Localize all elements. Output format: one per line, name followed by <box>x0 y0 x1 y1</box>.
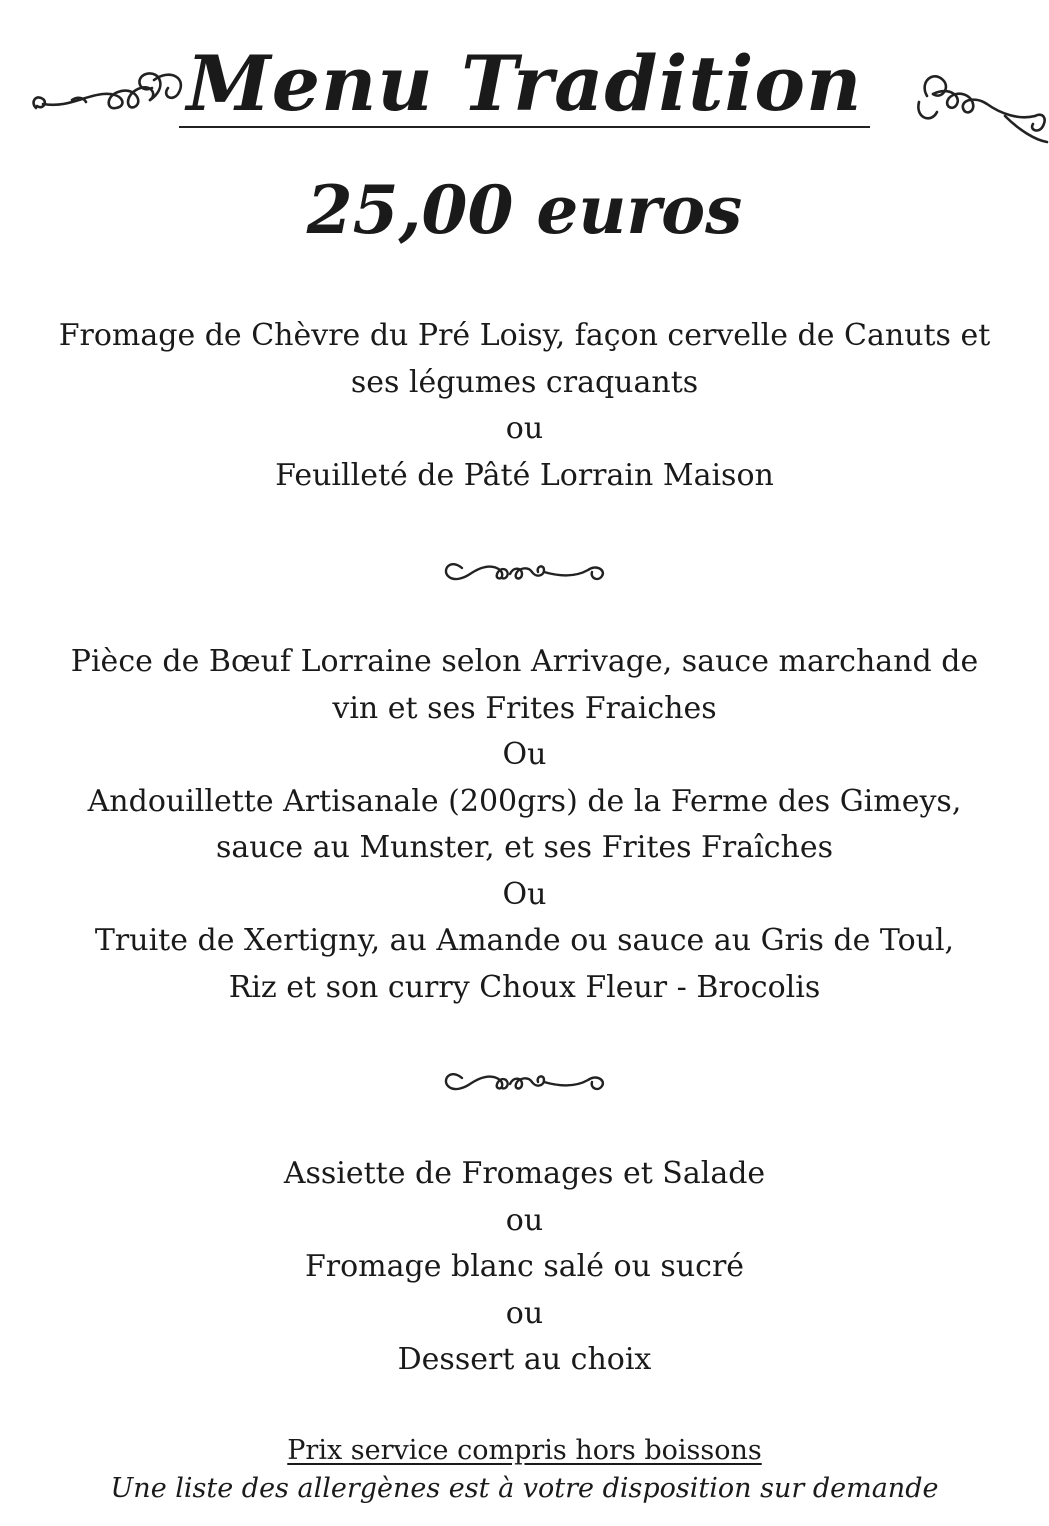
dessert-line: Fromage blanc salé ou sucré <box>304 1249 745 1284</box>
menu-title <box>0 40 1049 128</box>
mains-section <box>0 639 1049 1011</box>
service-note: Prix service compris hors boissons <box>287 1435 762 1466</box>
swirl-divider-icon <box>440 552 610 588</box>
main-line: Riz et son curry Choux Fleur - Brocolis <box>228 969 821 1005</box>
or-separator: Ou <box>502 876 547 912</box>
or-separator: ou <box>505 411 544 446</box>
menu-footer <box>0 1432 1049 1508</box>
swirl-divider-icon <box>440 1062 610 1098</box>
or-separator: ou <box>505 1202 544 1238</box>
starter-line: Fromage de Chèvre du Pré Loisy, façon cervelle de Canuts et <box>58 318 991 353</box>
flourish-scroll-icon <box>909 56 1049 156</box>
main-line: Andouillette Artisanale (200grs) de la Ferme des Gimeys, <box>87 783 962 819</box>
or-separator: ou <box>505 1295 544 1331</box>
allergen-note: Une liste des allergènes est à votre disposition sur demande <box>110 1473 939 1504</box>
main-line: vin et ses Frites Fraiches <box>332 690 717 726</box>
main-line: sauce au Munster, et ses Frites Fraîches <box>216 830 833 865</box>
main-line: Truite de Xertigny, au Amande ou sauce au Gris de Toul, <box>94 923 955 958</box>
starter-line: ses légumes craquants <box>350 364 699 400</box>
menu-price: 25,00 euros <box>306 171 743 249</box>
starter-line: Feuilleté de Pâté Lorrain Maison <box>275 457 774 493</box>
or-separator: Ou <box>502 737 547 772</box>
menu-title-text: Menu Tradition <box>179 44 871 128</box>
desserts-section <box>0 1151 1049 1384</box>
dessert-line: Dessert au choix <box>397 1342 652 1377</box>
dessert-line: Assiette de Fromages et Salade <box>283 1156 766 1191</box>
main-line: Pièce de Bœuf Lorraine selon Arrivage, sauce marchand de <box>70 644 979 679</box>
menu-header <box>0 22 1049 132</box>
starters-section <box>0 313 1049 499</box>
